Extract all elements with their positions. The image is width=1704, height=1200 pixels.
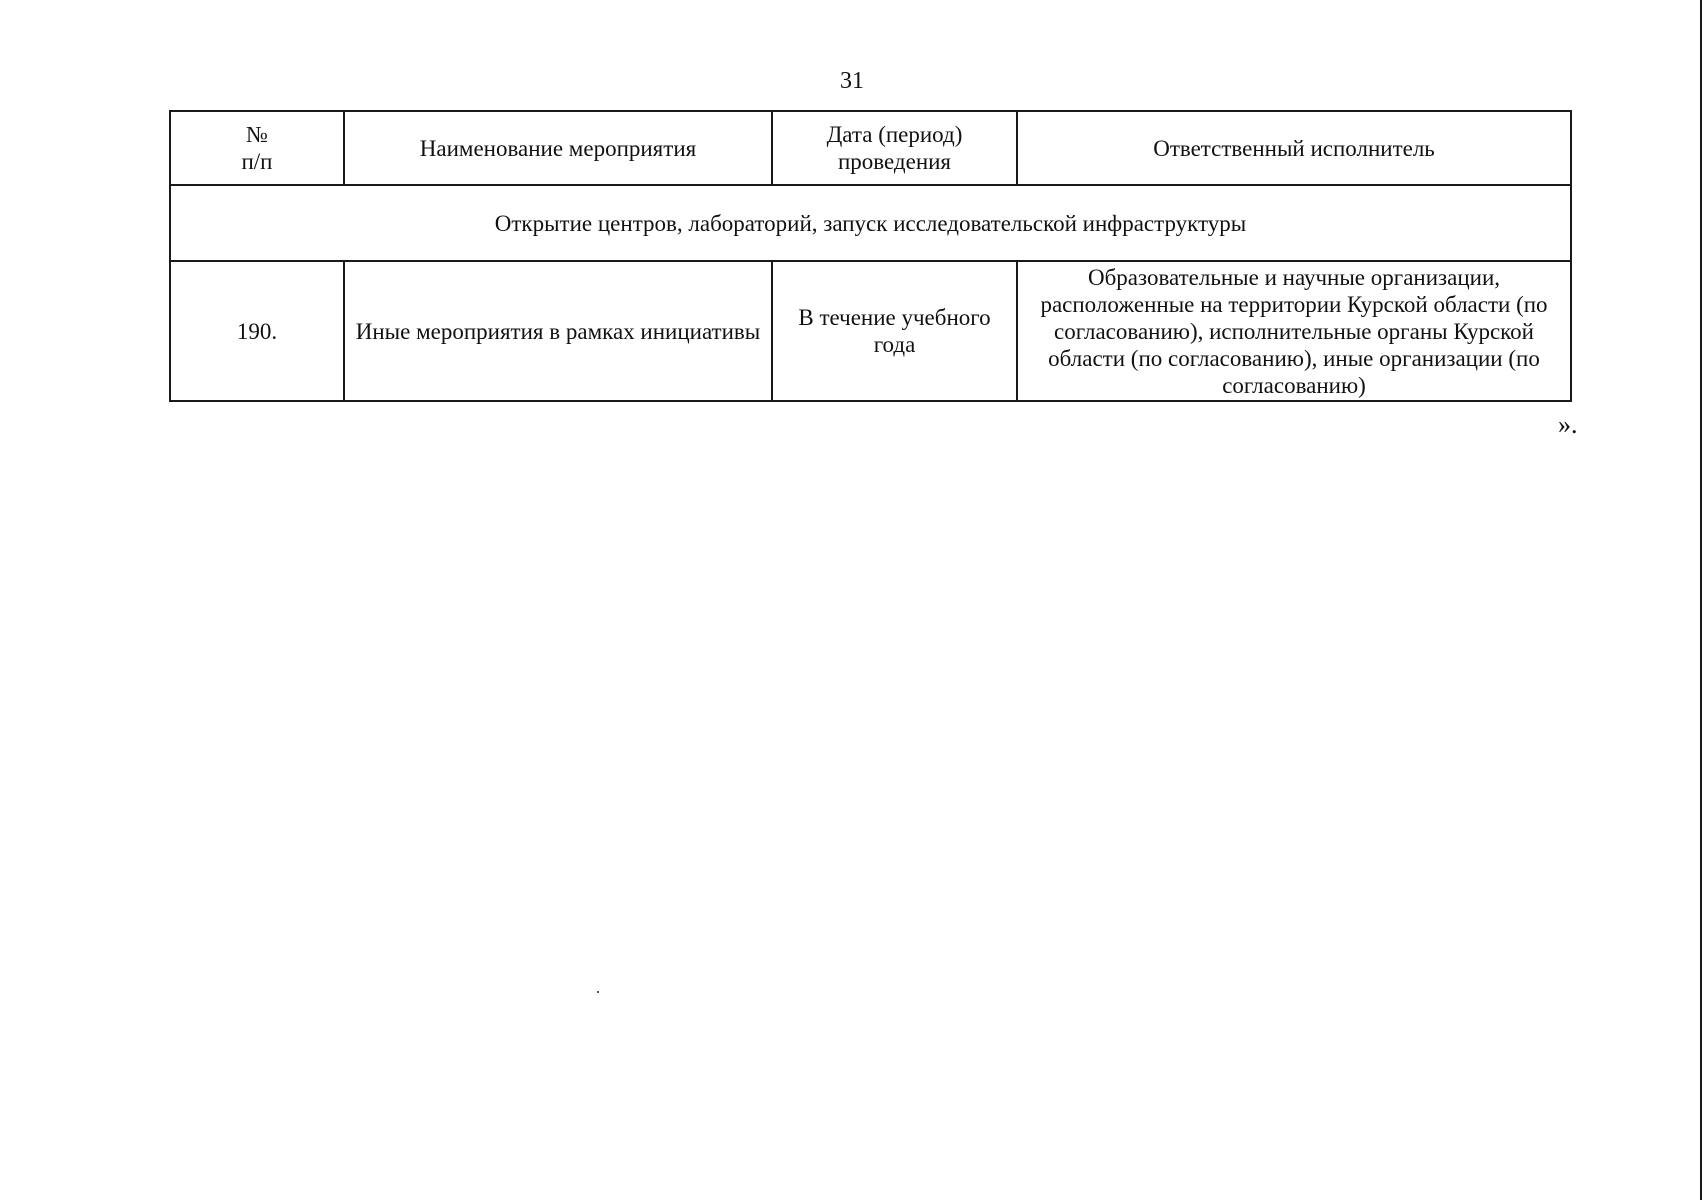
table-row: [170, 261, 1571, 401]
table-header-row: [170, 111, 1571, 185]
row-responsible: Образовательные и научные организации, расположенные на территории Курской области (по согласованию), исполнительные органы Курской области (по согласованию), иные организации (по согласованию): [1017, 261, 1571, 401]
row-num: 190.: [170, 261, 344, 401]
scan-speck: [597, 991, 599, 993]
measures-table: [169, 110, 1572, 402]
header-date: Дата (период) проведения: [772, 111, 1017, 185]
section-title: Открытие центров, лабораторий, запуск исследовательской инфраструктуры: [170, 185, 1571, 261]
section-row: [170, 185, 1571, 261]
page-number: 31: [840, 68, 864, 94]
closing-quote: ».: [1558, 410, 1578, 439]
header-num: [170, 111, 344, 185]
row-name: Иные мероприятия в рамках инициативы: [344, 261, 772, 401]
page-edge: [1700, 0, 1702, 1200]
row-date: В течение учебного года: [772, 261, 1017, 401]
header-num-symbol: №: [246, 122, 268, 147]
header-name: Наименование мероприятия: [344, 111, 772, 185]
header-num-label: п/п: [241, 149, 273, 174]
header-responsible: Ответственный исполнитель: [1017, 111, 1571, 185]
